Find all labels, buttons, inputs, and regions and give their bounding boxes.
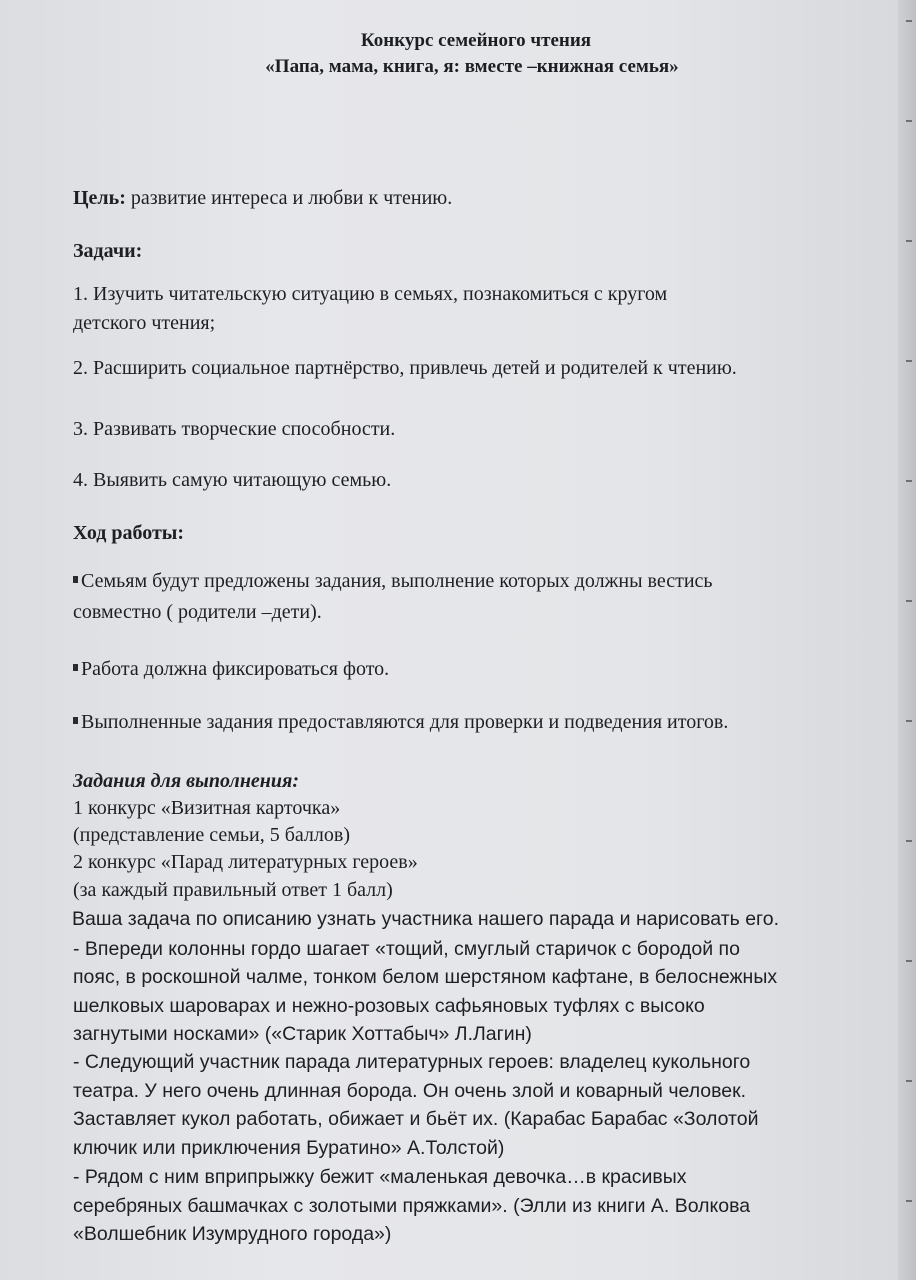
- tasks-heading: Задачи:: [73, 240, 143, 262]
- binding-mark: [906, 720, 912, 722]
- binding-mark: [906, 480, 912, 482]
- assignments-heading: Задания для выполнения:: [73, 770, 299, 792]
- task-item: 4. Выявить самую читающую семью.: [73, 469, 392, 491]
- task-item: детского чтения;: [73, 312, 216, 334]
- assignment-line: серебряных башмачках с золотыми пряжками». (Элли из книги А. Волкова: [73, 1195, 751, 1217]
- assignment-line: - Следующий участник парада литературных героев: владелец кукольного: [73, 1051, 751, 1073]
- document-title: Конкурс семейного чтения: [360, 30, 592, 51]
- bullet-icon: [73, 664, 78, 671]
- goal-label: Цель:: [73, 187, 126, 209]
- bullet-icon: [73, 717, 78, 724]
- assignment-line: (за каждый правильный ответ 1 балл): [73, 879, 393, 901]
- page-edge: [898, 0, 916, 1280]
- assignment-line: театра. У него очень длинная борода. Он очень злой и коварный человек.: [73, 1080, 747, 1102]
- task-item: 2. Расширить социальное партнёрство, привлечь детей и родителей к чтению.: [73, 357, 737, 379]
- goal-text: развитие интереса и любви к чтению.: [125, 187, 453, 209]
- binding-mark: [906, 600, 912, 602]
- binding-mark: [906, 20, 912, 22]
- bullet-icon: [73, 576, 78, 583]
- assignment-line: 1 конкурс «Визитная карточка»: [73, 797, 341, 819]
- workflow-item: Семьям будут предложены задания, выполнение которых должны вестись: [73, 570, 713, 593]
- workflow-heading: Ход работы:: [73, 522, 185, 544]
- workflow-item: Работа должна фиксироваться фото.: [73, 658, 389, 681]
- binding-mark: [906, 960, 912, 962]
- binding-mark: [906, 360, 912, 362]
- binding-mark: [906, 240, 912, 242]
- binding-mark: [906, 120, 912, 122]
- binding-mark: [906, 1200, 912, 1202]
- assignment-line: загнутыми носками» («Старик Хоттабыч» Л.Лагин): [73, 1023, 532, 1045]
- workflow-item: Выполненные задания предоставляются для проверки и подведения итогов.: [73, 711, 728, 734]
- assignment-line: «Волшебник Изумрудного города»): [73, 1223, 392, 1245]
- assignment-line: шелковых шароварах и нежно-розовых сафьяновых туфлях с высоко: [73, 995, 705, 1017]
- assignment-line: Ваша задача по описанию узнать участника нашего парада и нарисовать его.: [72, 908, 779, 930]
- assignment-line: 2 конкурс «Парад литературных героев»: [73, 851, 418, 873]
- assignment-line: - Впереди колонны гордо шагает «тощий, смуглый старичок с бородой по: [73, 938, 740, 960]
- task-item: 1. Изучить читательскую ситуацию в семьях, познакомиться с кругом: [73, 283, 668, 305]
- binding-mark: [906, 1080, 912, 1082]
- document-subtitle: «Папа, мама, книга, я: вместе –книжная семья»: [265, 56, 679, 77]
- binding-mark: [906, 840, 912, 842]
- assignment-line: (представление семьи, 5 баллов): [73, 824, 350, 846]
- workflow-item-continued: совместно ( родители –дети).: [73, 601, 322, 623]
- goal-line: [73, 187, 452, 210]
- assignment-line: пояс, в роскошной чалме, тонком белом шерстяном кафтане, в белоснежных: [73, 966, 778, 988]
- assignment-line: - Рядом с ним вприпрыжку бежит «маленькая девочка…в красивых: [73, 1166, 687, 1188]
- task-item: 3. Развивать творческие способности.: [73, 418, 396, 440]
- assignment-line: Заставляет кукол работать, обижает и бьёт их. (Карабас Барабас «Золотой: [73, 1108, 759, 1130]
- assignment-line: ключик или приключения Буратино» А.Толстой): [73, 1137, 505, 1159]
